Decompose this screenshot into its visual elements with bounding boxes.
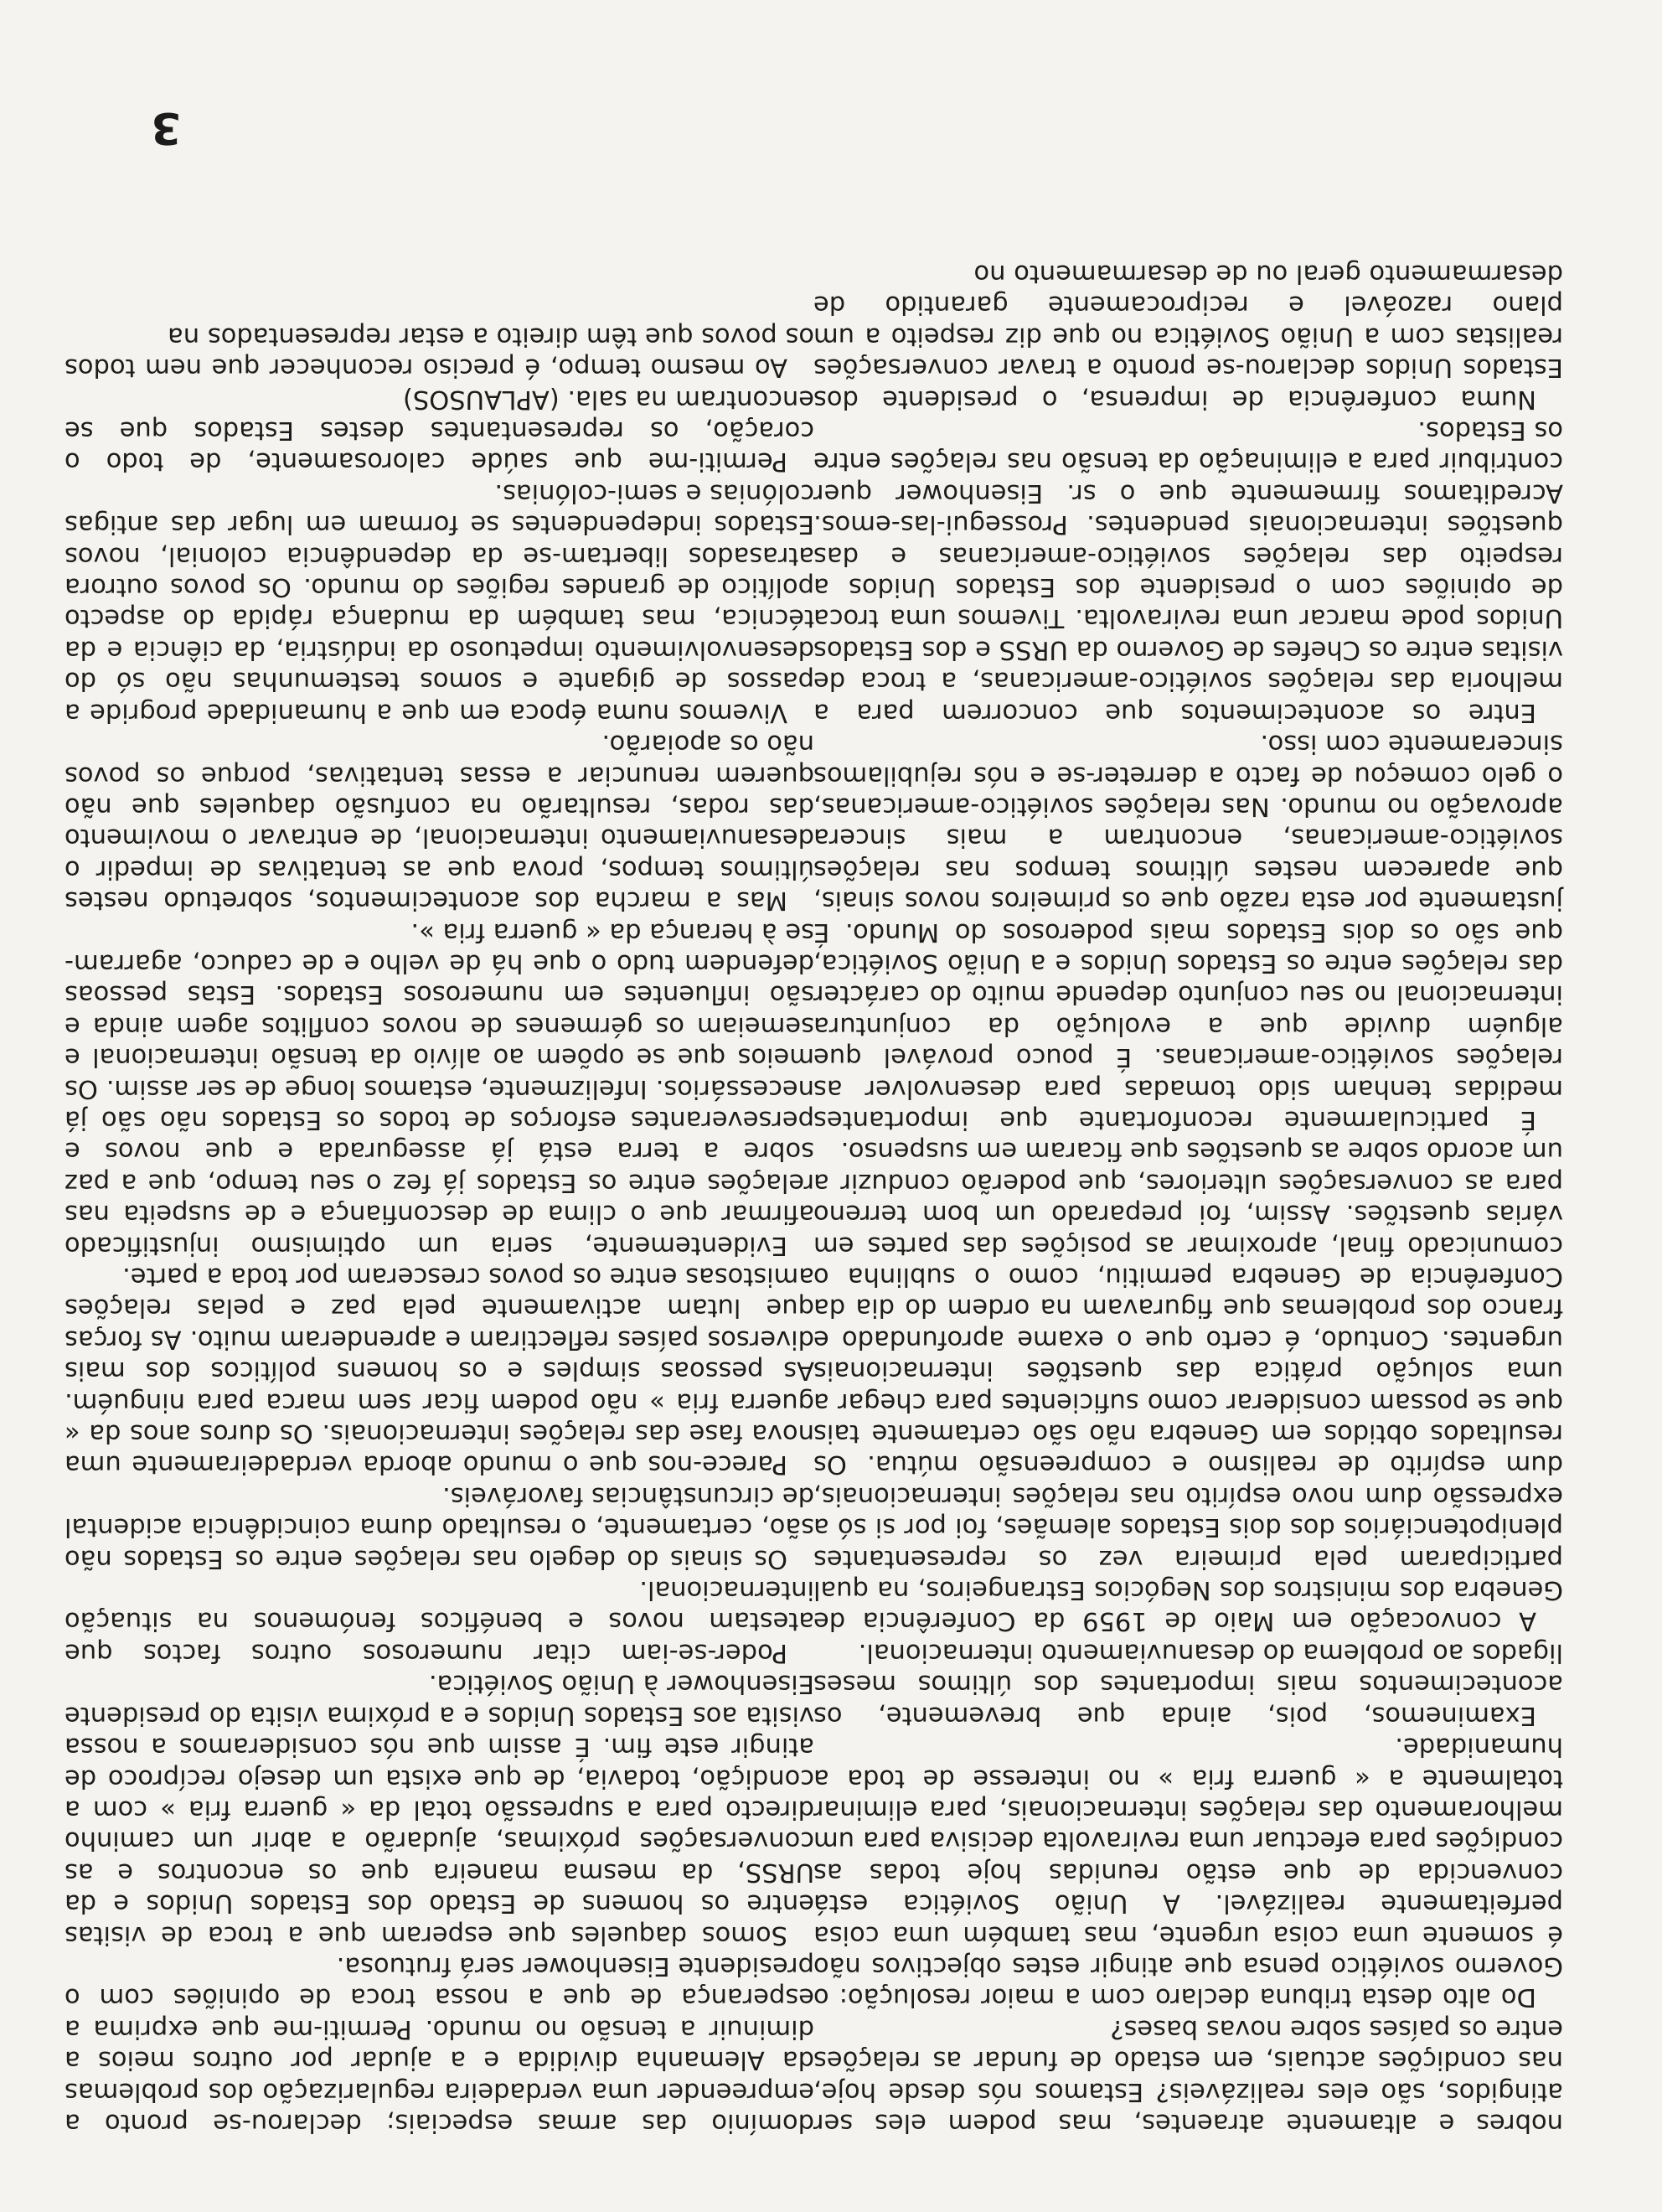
left-column-paragraph: É particularmente reconfortante que importantes medidas tenham sido tomadas para desenvolver as relações soviético-americanas. É pouco provável que alguém duvide que a evolução da conjuntura internacional no seu conjunto depende muito do carácter das relações entre os Estados Unidos e a União Soviética, que são os dois Estados mais poderosos do Mundo. É justamente por esta razão que os primeiros novos sinais, que aparecem nestes últimos tempos nas relações soviético-americanas, encontram a mais sincera aprovação no mundo. Nas relações soviético-americanas, o gelo começou de facto a derreter-se e nós rejubilamos sinceramente com isso.: [813, 729, 1563, 1134]
page-number: 3: [151, 102, 182, 152]
left-column-paragraph: Entre os acontecimentos que concorrem para a melhoria das relações soviético-americanas, a troca de visitas entre os Chefes de Governo da URSS e dos Estados Unidos pode marcar uma reviravolta. Tivemos uma troca de opiniões com o presidente dos Estados Unidos a respeito das relações soviético-americanas e das questões internacionais pendentes. Prossegui-las-emos. Acreditamos firmemente que o sr. Eisenhower quer contribuir para a eliminação da tensão nas relações entre os Estados.: [813, 416, 1563, 727]
left-column-paragraph: Numa conferência de imprensa, o presidente dos Estados Unidos declarou-se pronto a travar conversações realistas com a União Soviética no que diz respeito a um plano razoável e reciprocamente garantido de desarmamento geral ou de desarmamento no: [813, 259, 1563, 414]
right-column-paragraph: Somos daqueles que esperam que a troca de visitas entre os homens de Estado dos Estados Unidos e da URSS, da mesma maneira que os encontros e as conversações próximas, ajudarão a abrir um caminho directo para a supressão total da « guerra fria » com a condição, todavia, de que exista um desejo recíproco de atingir este fim. É assim que nós consideramos a nossa visita aos Estados Unidos e a próxima visita do presidente Eisenhower à União Soviética.: [65, 1669, 814, 1950]
right-column-paragraph: Permiti-me que saúde calorosamente, de todo o coração, os representantes destes Estados que se encontram na sala. (APLAUSOS): [65, 384, 814, 477]
left-column-paragraph: Examinemos, pois, ainda que brevemente, os acontecimentos mais importantes dos últimos meses ligados ao problema do desanuviamento internacional.: [813, 1637, 1563, 1730]
right-column-paragraph: Vivemos numa época em que a humanidade progride a passos de gigante e somos testemunhas não só do desenvolvimento impetuoso da indústria, da ciência e da técnica, mas também da mudança rápida do aspecto político de grandes regiões do mundo. Os povos outrora atrasados libertam-se da dependência colonial, novos Estados independentes se formam em lugar das antigas colónias e semi-colónias.: [65, 478, 814, 727]
right-column: [65, 320, 814, 2138]
left-column: [813, 258, 1563, 2138]
left-column-paragraph: A convocação em Maio de 1959 da Conferência de Genebra dos ministros dos Negócios Estrangeiros, na qual participaram pela primeira vez os representantes plenipotenciários dos dois Estados alemães, foi por si só a expressão dum novo espírito nas relações internacionais, dum espírito de realismo e compreensão mútua. Os resultados obtidos em Genebra não são certamente tais que se possam considerar como suficientes para chegar a uma solução prática das questões internacionais urgentes. Contudo, é certo que o exame aprofundado e franco dos problemas que figuravam na ordem do dia da Conferência de Genebra permitiu, como o sublinha o comunicado final, aproximar as posições das partes em várias questões. Assim, foi preparado um bom terreno para as conversações ulteriores, que poderão conduzir a um acordo sobre as questões que ficaram em suspenso.: [813, 1136, 1563, 1636]
left-column-paragraph: Do alto desta tribuna declaro com a maior resolução: o Governo soviético pensa que atingir estes objectivos não é somente uma coisa urgente, mas também uma coisa perfeitamente realizável. A União Soviética está convencida de que estão reunidas hoje todas as condições para efectuar uma reviravolta decisiva para um melhoramento das relações internacionais, para eliminar totalmente a « guerra fria » no interesse de toda a humanidade.: [813, 1732, 1563, 2013]
right-column-paragraph: Poder-se-iam citar numerosos outros factos que atestam novos e benéficos fenómenos na situação internacional.: [65, 1575, 814, 1667]
right-column-paragraph: Parece-nos que o mundo aborda verdadeiramente uma nova fase das relações internacionais. Os duros anos da « guerra fria » não podem ficar sem marca para ninguém. As pessoas simples e os homens políticos dos mais diversos países reflectiram e aprenderam muito. As forças que lutam activamente pela paz e pelas relações amistosas entre os povos cresceram por toda a parte.: [65, 1262, 814, 1480]
right-column-paragraph: domínio das armas especiais; declarou-se pronto a empreender uma verdadeira regularização dos problemas da Alemanha dividida e a ajudar por outros meios a diminuir a tensão no mundo. Permiti-me que exprima a esperança de que a nossa troca de opiniões com o presidente Eisenhower será frutuosa.: [65, 1951, 814, 2137]
right-column-paragraph: Evidentemente, seria um optimismo injustificado afirmar que o clima de desconfiança e de suspeita nas relações entre os Estados já fez o seu tempo, que a paz sobre a terra está já assegurada e que novos e perseverantes esforços de todos os Estados não são já necessários. Infelizmente, estamos longe de ser assim. Os meios que se opõem ao alívio da tensão internacional e semeiam os gérmenes de novos conflitos agem ainda e são influentes em numerosos Estados. Estas pessoas defendem tudo o que há de velho e de caduco, agarram-se à herança da « guerra fria ».: [65, 917, 814, 1260]
right-column-paragraph: Os sinais do degelo nas relações entre os Estados não são, certamente, o resultado duma coincidência acidental de circunstâncias favoráveis.: [65, 1481, 814, 1574]
right-column-paragraph: Mas a marcha dos acontecimentos, sobretudo nestes últimos tempos, prova que as tentativas de impedir o desanuviamento internacional, de entravar o movimento das rodas, resultarão na confusão daqueles que não querem renunciar a essas tentativas, porque os povos não os apoiarão.: [65, 729, 814, 916]
left-column-paragraph: nobres e altamente atraentes, mas podem eles ser atingidos, são eles realizáveis? Estamos nós desde hoje, nas condições actuais, em estado de fundar as relações entre os países sobre novas bases?: [813, 2013, 1563, 2137]
right-column-paragraph: Ao mesmo tempo, é preciso reconhecer que nem todos os povos que têm direito a estar representados na: [65, 321, 814, 383]
